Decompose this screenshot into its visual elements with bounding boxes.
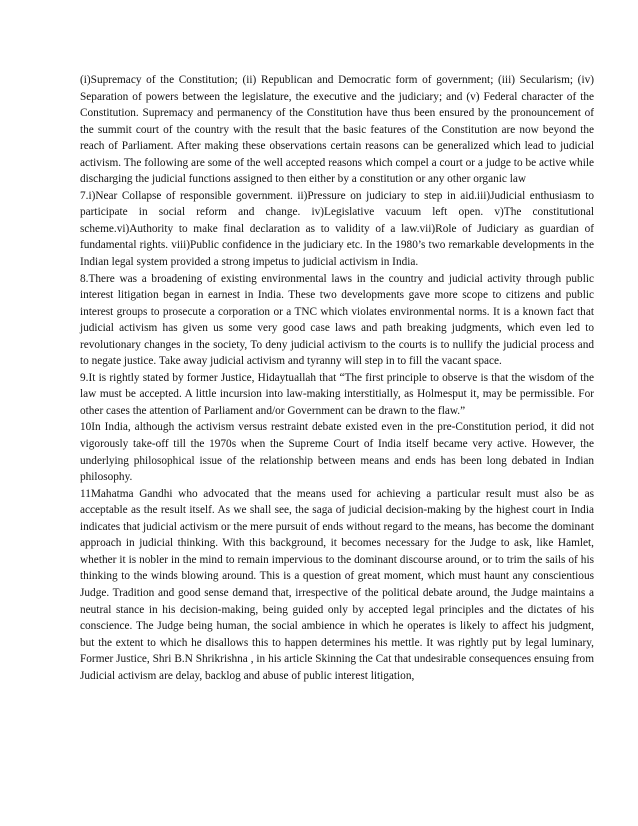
- document-body: [80, 72, 594, 684]
- paragraph-gandhi-means: 11Mahatma Gandhi who advocated that the means used for achieving a particular result must also be as acceptable as the result itself. As we shall see, the saga of judicial decision-making by the highest court in India indicates that judicial activism or the mere pursuit of ends without regard to the means, has become the dominant approach in judicial thinking. With this background, it becomes necessary for the Judge to ask, like Hamlet, whether it is nobler in the mind to remain impervious to the dominant discourse around, or to trim the sails of his thinking to the winds blowing around. This is a question of great moment, which must haunt any conscientious Judge. Tradition and good sense demand that, irrespective of the political debate around, the Judge maintains a neutral stance in his decision-making, being guided only by accepted legal principles and the dictates of his conscience. The Judge being human, the social ambience in which he operates is likely to affect his judgment, but the extent to which he disallows this to happen determines his mettle. It was rightly put by legal luminary, Former Justice, Shri B.N Shrikrishna , in his article Skinning the Cat that undesirable consequences ensuing from Judicial activism are delay, backlog and abuse of public interest litigation,: [80, 487, 594, 682]
- paragraph-reasons-list: 7.i)Near Collapse of responsible government. ii)Pressure on judiciary to step in aid.iii)Judicial enthusiasm to participate in social reform and change. iv)Legislative vacuum left open. v)The constitutional scheme.vi)Authority to make final declaration as to validity of a law.vii)Role of Judiciary as guardian of fundamental rights. viii)Public confidence in the judiciary etc. In the 1980’s two remarkable developments in the Indian legal system provided a strong impetus to judicial activism in India.: [80, 189, 594, 269]
- paragraph-activism-debate: 10In India, although the activism versus restraint debate existed even in the pre-Constitution period, it did not vigorously take-off till the 1970s when the Supreme Court of India itself became very active. However, the underlying philosophical issue of the relationship between means and ends has been long debated in Indian philosophy.: [80, 421, 594, 484]
- paragraph-basic-features: (i)Supremacy of the Constitution; (ii) Republican and Democratic form of government; (iii) Secularism; (iv) Separation of powers between the legislature, the executive and the judiciary; and (v) Federal character of the Constitution. Supremacy and permanency of the Constitution have thus been ensured by the pronouncement of the summit court of the country with the result that the basic features of the Constitution are now beyond the reach of Parliament. After making these observations certain reasons can be generalized which lead to judicial activism. The following are some of the well accepted reasons which compel a court or a judge to be active while discharging the judicial functions assigned to then either by a constitution or any other organic law: [80, 74, 594, 186]
- paragraph-hidayatullah-quote: 9.It is rightly stated by former Justice, Hidaytuallah that “The first principle to observe is that the wisdom of the law must be accepted. A little incursion into law-making interstitially, as Holmesput it, may be permissible. For other cases the attention of Parliament and/or Government can be drawn to the flaw.”: [80, 371, 594, 417]
- paragraph-environmental-laws: 8.There was a broadening of existing environmental laws in the country and judicial activity through public interest litigation began in earnest in India. These two developments gave more scope to citizens and public interest groups to prosecute a corporation or a TNC which violates environmental norms. It is a known fact that judicial activism has given us some very good case laws and path breaking judgments, which even led to revolutionary changes in the society, To deny judicial activism to the courts is to nullify the judicial process and to negate justice. Take away judicial activism and tyranny will step in to fill the vacant space.: [80, 272, 594, 368]
